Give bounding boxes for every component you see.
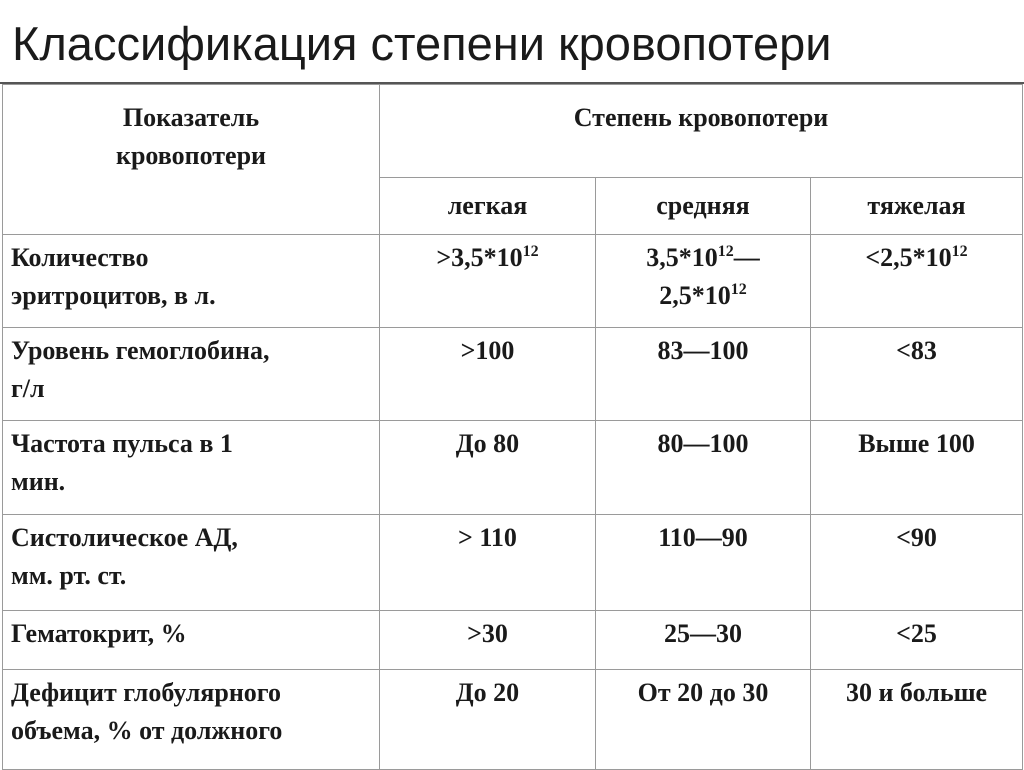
blood-loss-table	[2, 84, 1023, 770]
value-exponent: 12	[522, 243, 539, 260]
row-label	[3, 670, 380, 770]
row-label-line1: Количество	[11, 243, 149, 272]
row-label	[3, 421, 380, 515]
cell-mild: До 80	[380, 421, 596, 515]
row-label-line2: объема, % от должного	[11, 716, 283, 745]
value-exponent: 12	[951, 243, 968, 260]
header-moderate: средняя	[596, 178, 811, 235]
cell-moderate	[596, 235, 811, 328]
value-base: 3,5*10	[646, 243, 718, 272]
row-label	[3, 235, 380, 328]
header-degree: Степень кровопотери	[380, 85, 1023, 178]
header-severe: тяжелая	[811, 178, 1023, 235]
header-row	[3, 85, 1023, 178]
value-base: >3,5*10	[436, 243, 523, 272]
row-label-line2: г/л	[11, 374, 45, 403]
value-exponent: 12	[730, 281, 747, 298]
row-label	[3, 328, 380, 421]
page-title: Классификация степени кровопотери	[12, 17, 832, 70]
value-base: <2,5*10	[865, 243, 952, 272]
table-row	[3, 611, 1023, 670]
cell-moderate: От 20 до 30	[596, 670, 811, 770]
row-label-line1: Дефицит глобулярного	[11, 678, 281, 707]
cell-mild	[380, 235, 596, 328]
row-label-line2: мм. рт. ст.	[11, 561, 127, 590]
cell-moderate: 110—90	[596, 515, 811, 611]
value-line1	[596, 239, 810, 277]
cell-moderate: 83—100	[596, 328, 811, 421]
cell-severe: Выше 100	[811, 421, 1023, 515]
row-label-line2: мин.	[11, 467, 66, 496]
cell-severe: <90	[811, 515, 1023, 611]
header-indicator-line2: кровопотери	[115, 141, 267, 170]
table-row	[3, 515, 1023, 611]
row-label-line2: эритроцитов, в л.	[11, 281, 216, 310]
value-line2	[596, 277, 810, 315]
header-indicator-line1: Показатель	[122, 103, 260, 132]
value-base: 2,5*10	[659, 281, 731, 310]
row-label-line1: Частота пульса в 1	[11, 429, 233, 458]
value-exponent: 12	[717, 243, 734, 260]
cell-severe: <83	[811, 328, 1023, 421]
table-row	[3, 670, 1023, 770]
value-dash: —	[733, 243, 760, 272]
table-row	[3, 421, 1023, 515]
row-label: Гематокрит, %	[3, 611, 380, 670]
cell-severe: <25	[811, 611, 1023, 670]
cell-severe: 30 и больше	[811, 670, 1023, 770]
cell-moderate: 25—30	[596, 611, 811, 670]
header-indicator	[3, 85, 380, 235]
row-label-line1: Систолическое АД,	[11, 523, 238, 552]
table-row	[3, 328, 1023, 421]
cell-mild: До 20	[380, 670, 596, 770]
cell-moderate: 80—100	[596, 421, 811, 515]
cell-severe	[811, 235, 1023, 328]
cell-mild: > 110	[380, 515, 596, 611]
row-label	[3, 515, 380, 611]
row-label-line1: Уровень гемоглобина,	[11, 336, 270, 365]
cell-mild: >100	[380, 328, 596, 421]
cell-mild: >30	[380, 611, 596, 670]
header-mild: легкая	[380, 178, 596, 235]
table-row	[3, 235, 1023, 328]
